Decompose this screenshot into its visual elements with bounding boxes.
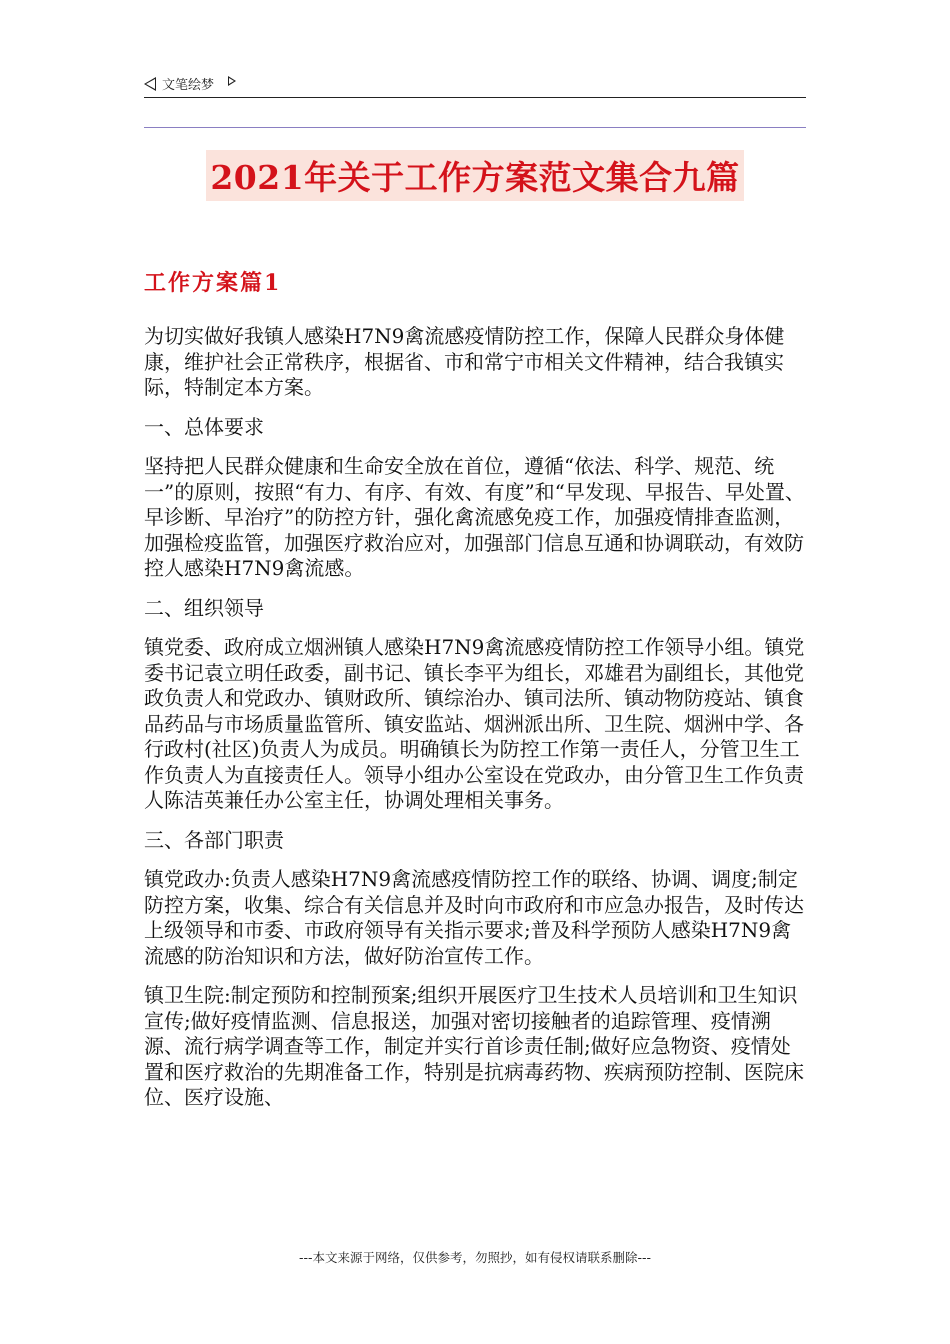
paragraph-health-center: 镇卫生院:制定预防和控制预案;组织开展医疗卫生技术人员培训和卫生知识宣传;做好疫情监测、信息报送，加强对密切接触者的追踪管理、疫情溯源、流行病学调查等工作，制定并实行首诊责任制;做好应急物资、疫情处置和医疗救治的先期准备工作，特别是抗病毒药物、疾病预防控制、医院床位、医疗设施、 — [144, 983, 804, 1109]
heading-general-requirements: 一、总体要求 — [144, 414, 264, 439]
header-rule — [144, 97, 806, 98]
triangle-right-icon — [228, 76, 236, 86]
heading-department-duties: 三、各部门职责 — [144, 827, 284, 852]
paragraph-party-office: 镇党政办:负责人感染H7N9禽流感疫情防控工作的联络、协调、调度;制定防控方案，收集、综合有关信息并及时向市政府和市应急办报告，及时传达上级领导和市委、市政府领导有关指示要求;普及科学预防人感染H7N9禽流感的防治知识和方法，做好防治宣传工作。 — [144, 867, 804, 968]
header-divider — [144, 127, 806, 128]
document-title: 2021年关于工作方案范文集合九篇 — [206, 150, 743, 201]
brand-name: 文笔绘梦 — [162, 78, 215, 93]
header-brand — [144, 74, 236, 93]
section-title: 工作方案篇1 — [144, 270, 282, 296]
document-title-wrap — [0, 150, 950, 201]
paragraph-general-requirements: 坚持把人民群众健康和生命安全放在首位，遵循“依法、科学、规范、统一”的原则，按照“有力、有序、有效、有度”和“早发现、早报告、早处置、早诊断、早治疗”的防控方针，强化禽流感免疫工作，加强疫情排查监测，加强检疫监管，加强医疗救治应对，加强部门信息互通和协调联动，有效防控人感染H7N9禽流感。 — [144, 454, 805, 580]
heading-organization: 二、组织领导 — [144, 595, 264, 620]
paragraph-organization: 镇党委、政府成立烟洲镇人感染H7N9禽流感疫情防控工作领导小组。镇党委书记袁立明任政委，副书记、镇长李平为组长，邓雄君为副组长，其他党政负责人和党政办、镇财政所、镇综治办、镇司法所、镇动物防疫站、镇食品药品与市场质量监管所、镇安监站、烟洲派出所、卫生院、烟洲中学、各行政村(社区)负责人为成员。明确镇长为防控工作第一责任人，分管卫生工作负责人为直接责任人。领导小组办公室设在党政办，由分管卫生工作负责人陈洁英兼任办公室主任，协调处理相关事务。 — [144, 635, 805, 812]
triangle-left-icon — [144, 77, 156, 91]
document-body — [144, 324, 809, 1125]
paragraph-intro: 为切实做好我镇人感染H7N9禽流感疫情防控工作，保障人民群众身体健康，维护社会正常秩序，根据省、市和常宁市相关文件精神，结合我镇实际，特制定本方案。 — [144, 324, 785, 399]
footer-disclaimer: ---本文来源于网络，仅供参考，勿照抄，如有侵权请联系删除--- — [298, 1250, 652, 1265]
